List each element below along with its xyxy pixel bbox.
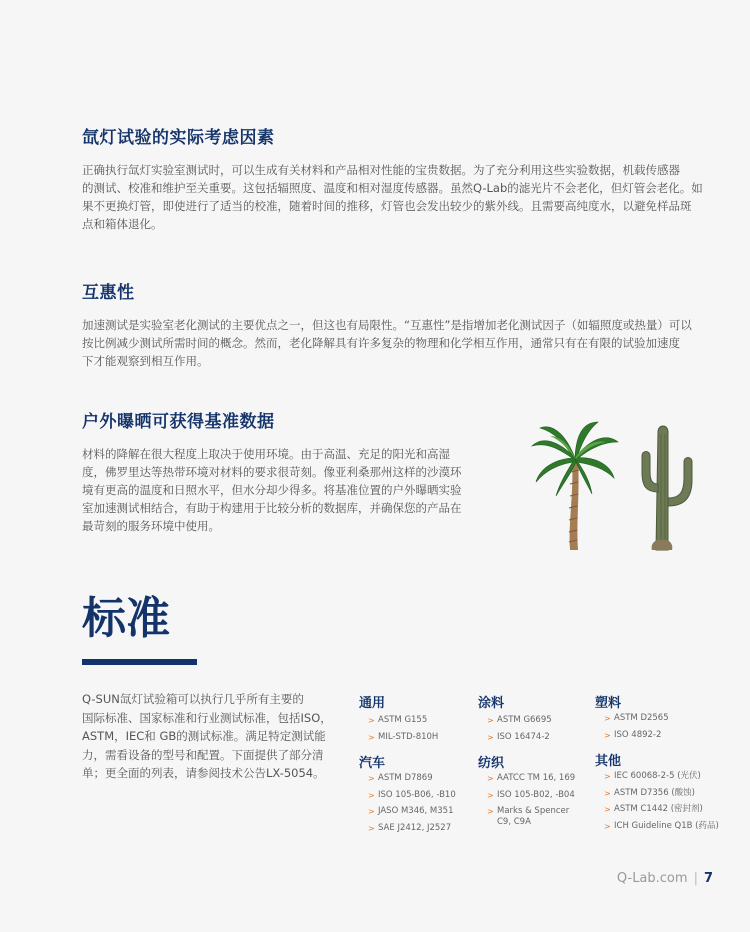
group-title-other: 其他: [595, 754, 622, 769]
chevron-right-icon: >: [368, 823, 375, 833]
paragraph-line: 最苛刻的服务环境中使用。: [82, 519, 220, 533]
chevron-right-icon: >: [487, 732, 494, 742]
group-list-textiles: [487, 773, 579, 834]
list-item: > ICH Guideline Q1B (药品): [604, 820, 719, 831]
group-list-general: [368, 715, 478, 748]
group-list-automotive: [368, 773, 478, 839]
paragraph-line: 材料的降解在很大程度上取决于使用环境。由于高温、充足的阳光和高湿: [82, 447, 450, 461]
paragraph-line: 境有更高的温度和日照水平，但水分却少得多。将基准位置的户外曝晒实验: [82, 483, 462, 497]
paragraph-line: 国际标准、国家标准和行业测试标准，包括ISO，: [82, 710, 332, 725]
list-item: > ISO 105-B02, -B04: [487, 789, 575, 800]
group-title-coatings: 涂料: [478, 696, 505, 711]
section-title-outdoor-exposure: 户外曝晒可获得基准数据: [82, 412, 275, 432]
paragraph-line: 按比例减少测试所需时间的概念。然而，老化降解具有许多复杂的物理和化学相互作用，通常只有在有限的试验加速度: [82, 336, 680, 350]
saguaro-cactus-icon: [642, 426, 692, 550]
list-item: > ASTM D2565: [604, 713, 669, 723]
section-title-reciprocity: 互惠性: [82, 283, 135, 303]
chevron-right-icon: >: [604, 821, 611, 831]
chevron-right-icon: >: [487, 716, 494, 725]
chevron-right-icon: >: [604, 730, 611, 740]
chevron-right-icon: >: [368, 732, 375, 742]
page-number: 7: [703, 871, 713, 886]
list-item: > ASTM D7356 (酸蚀): [604, 787, 695, 798]
chevron-right-icon: >: [487, 807, 494, 816]
list-item: > ASTM C1442 (密封剂): [604, 804, 703, 814]
list-item: > SAE J2412, J2527: [368, 822, 452, 833]
chevron-right-icon: >: [487, 790, 494, 800]
list-item: > ASTM G155: [368, 715, 428, 725]
group-title-automotive: 汽车: [359, 756, 386, 771]
group-list-plastics: [604, 713, 734, 746]
section-body-reciprocity: [82, 316, 692, 370]
list-item: > ISO 105-B06, -B10: [368, 789, 456, 800]
group-list-coatings: [487, 715, 587, 748]
chevron-right-icon: >: [604, 772, 611, 781]
paragraph-line: 的测试、校准和维护至关重要。这包括辐照度、温度和相对湿度传感器。虽然Q-Lab的滤光片不会老化，但灯管会老化。如: [82, 181, 703, 195]
page-footer: [617, 871, 713, 886]
list-item: > MIL-STD-810H: [368, 731, 439, 742]
list-item: > ASTM D7869: [368, 773, 433, 783]
paragraph-line: 室加速测试相结合，有助于构建用于比较分析的数据库，并确保您的产品在: [82, 501, 462, 515]
title-underline: [82, 659, 197, 665]
paragraph-line: 力，需看设备的型号和配置。下面提供了部分清: [82, 747, 324, 762]
group-title-textiles: 纺织: [478, 756, 505, 771]
paragraph-line: 单；更全面的列表，请参阅技术公告LX-5054。: [82, 766, 325, 780]
paragraph-line: ASTM，IEC和 GB的测试标准。满足特定测试能: [82, 729, 326, 743]
list-item: > ISO 4892-2: [604, 729, 662, 740]
standards-intro: [82, 690, 332, 783]
paragraph-line: 果不更换灯管，即使进行了适当的校准，随着时间的推移，灯管也会发出较少的紫外线。且需要高纯度水，以避免样品斑: [82, 199, 692, 213]
section-body-practical-considerations: [82, 161, 703, 233]
chevron-right-icon: >: [368, 790, 375, 800]
chevron-right-icon: >: [604, 788, 611, 798]
palm-and-cactus-illustration: [528, 412, 718, 554]
section-title-practical-considerations: 氙灯试验的实际考虑因素: [82, 128, 275, 148]
paragraph-line: Q-SUN氙灯试验箱可以执行几乎所有主要的: [82, 692, 304, 706]
group-title-plastics: 塑料: [595, 696, 622, 711]
list-item: > IEC 60068-2-5 (光伏): [604, 771, 701, 781]
group-title-general: 通用: [359, 696, 386, 711]
group-list-other: [604, 771, 739, 837]
list-item: > JASO M346, M351: [368, 806, 454, 816]
palm-tree-icon: [532, 422, 618, 550]
site-link[interactable]: Q-Lab.com: [616, 871, 688, 886]
paragraph-line: 度，佛罗里达等热带环境对材料的要求很苛刻。像亚利桑那州这样的沙漠环: [82, 465, 462, 479]
paragraph-line: 正确执行氙灯实验室测试时，可以生成有关材料和产品相对性能的宝贵数据。为了充分利用这些实验数据，机载传感器: [82, 163, 680, 177]
section-body-outdoor-exposure: [82, 445, 462, 535]
paragraph-line: 点和箱体退化。: [82, 217, 163, 231]
chevron-right-icon: >: [368, 807, 375, 816]
paragraph-line: 加速测试是实验室老化测试的主要优点之一，但这也有局限性。“互惠性”是指增加老化测试因子（如辐照度或热量）可以: [82, 318, 692, 332]
standards-title: 标准: [82, 593, 170, 644]
chevron-right-icon: >: [368, 774, 375, 783]
list-item: > ASTM G6695: [487, 715, 552, 725]
list-item: > Marks & Spencer C9, C9A: [487, 806, 570, 827]
chevron-right-icon: >: [604, 805, 611, 814]
chevron-right-icon: >: [604, 714, 611, 723]
footer-separator: |: [693, 871, 698, 886]
list-item: > ISO 16474-2: [487, 731, 550, 742]
list-item: > AATCC TM 16, 169: [487, 773, 576, 783]
chevron-right-icon: >: [368, 716, 375, 725]
chevron-right-icon: >: [487, 774, 494, 783]
paragraph-line: 下才能观察到相互作用。: [82, 354, 209, 368]
